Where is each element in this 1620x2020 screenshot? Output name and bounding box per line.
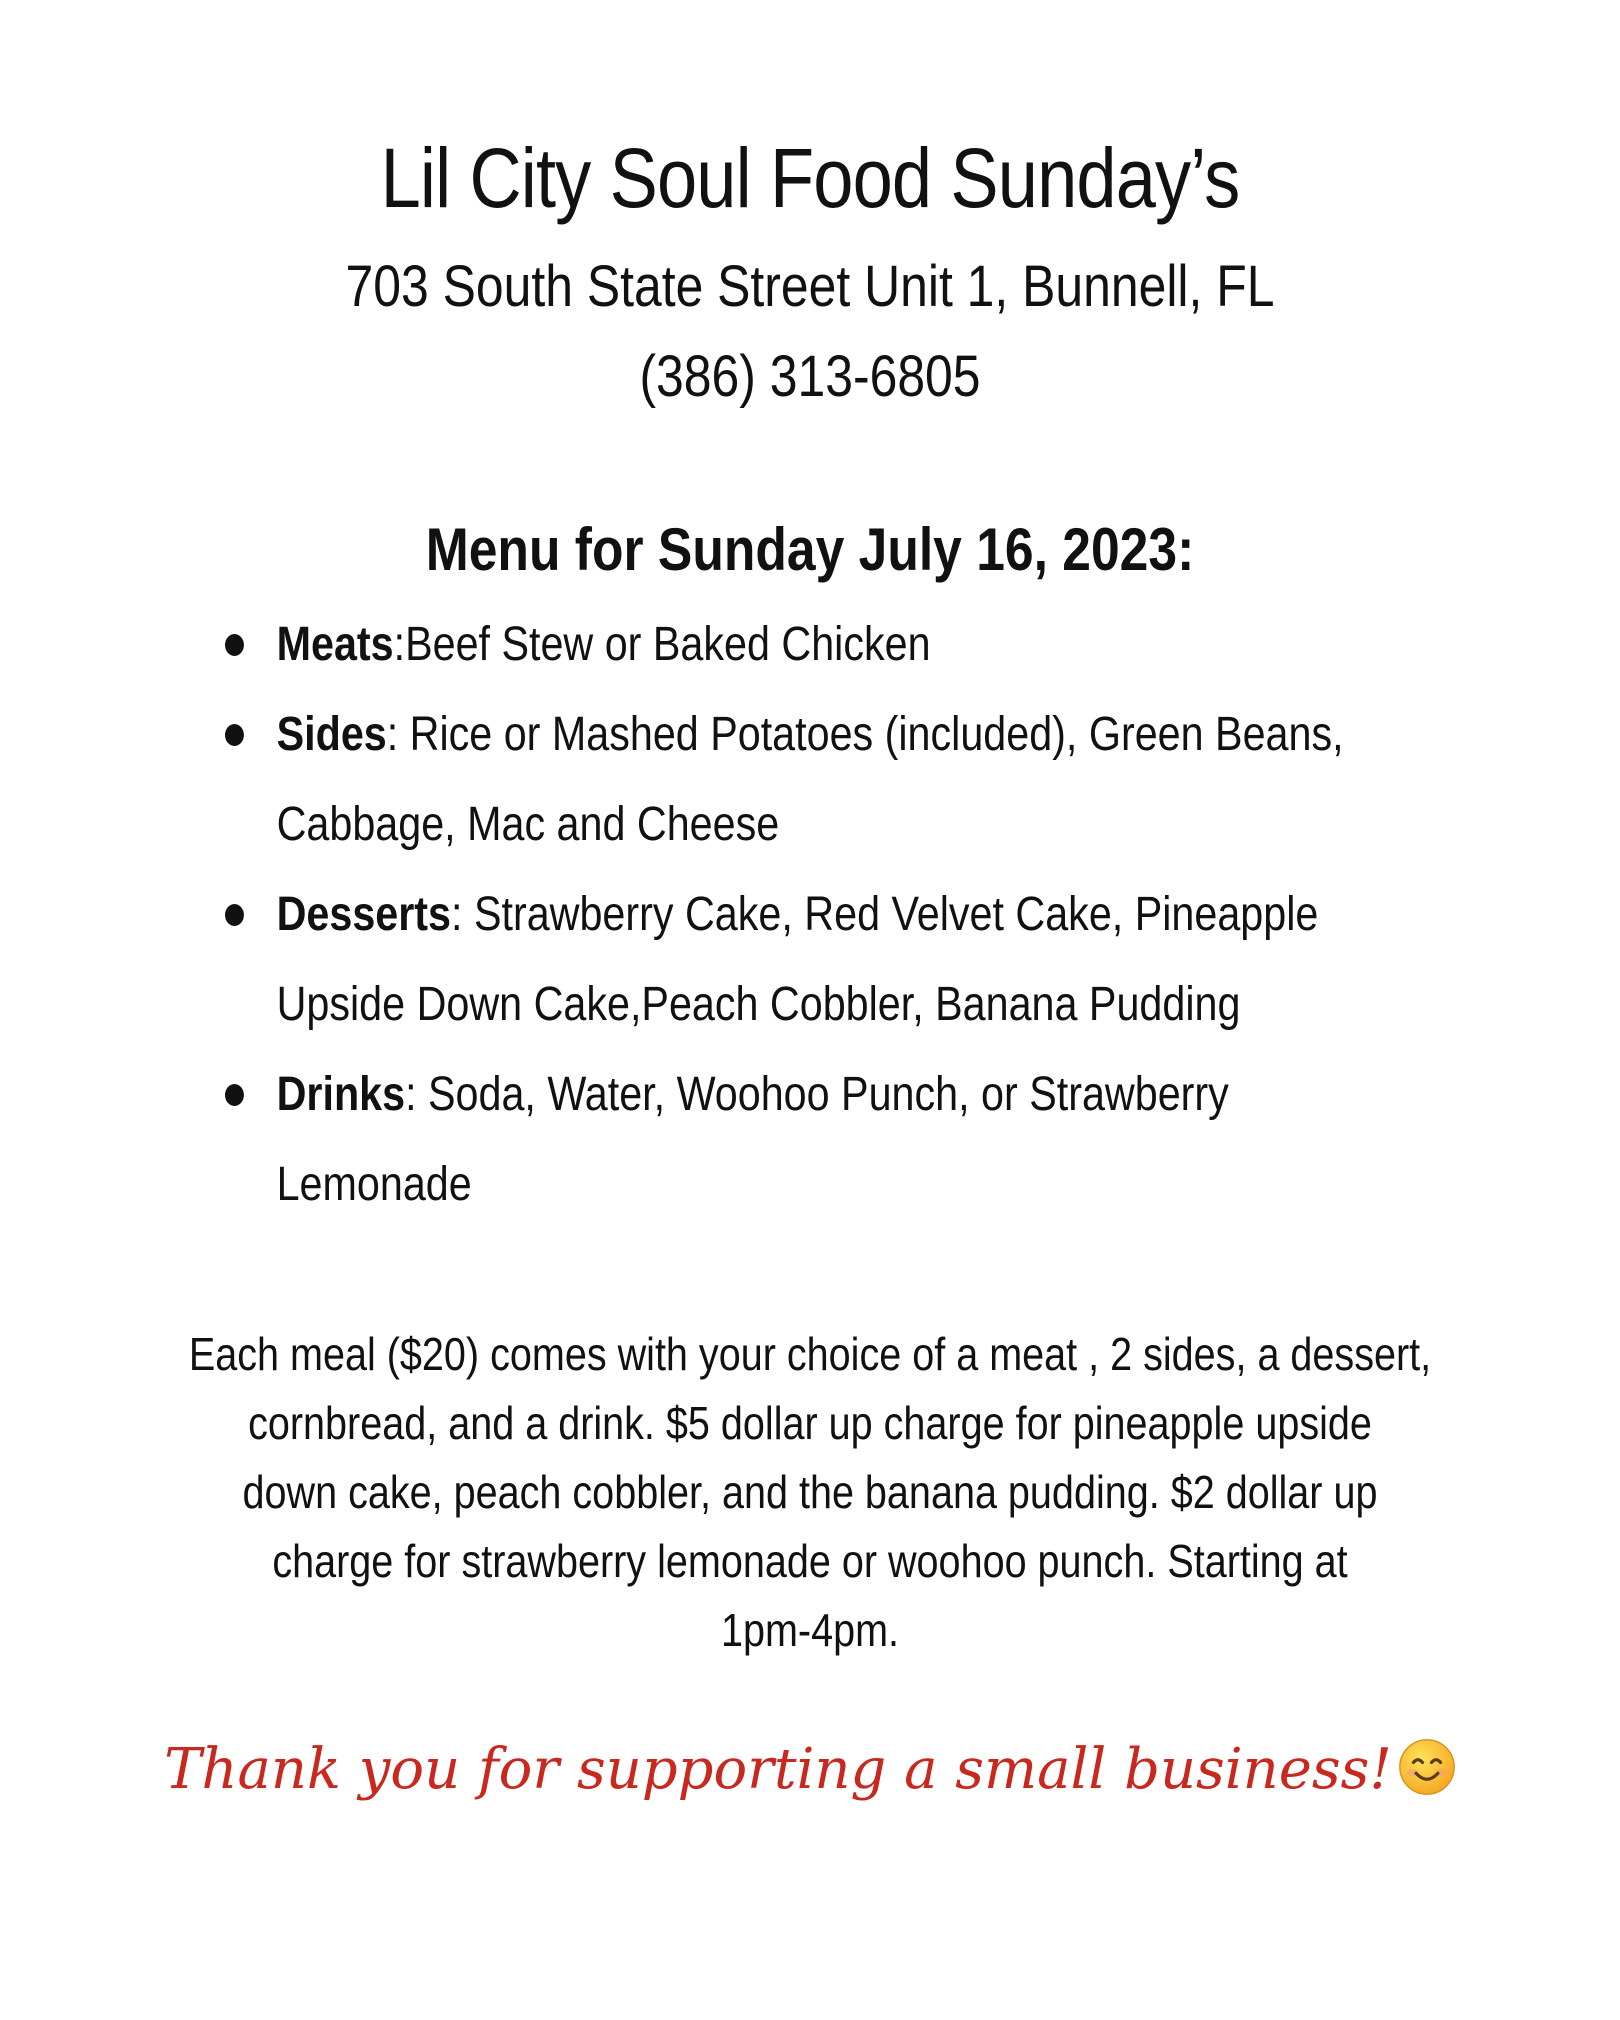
menu-item-separator: : (451, 888, 474, 941)
menu-item-drinks (225, 1050, 1420, 1230)
meal-details-line: 1pm-4pm. (720, 1604, 900, 1656)
bullet-icon (225, 904, 244, 926)
menu-item-separator: : (393, 618, 406, 671)
menu-item-separator: : (405, 1068, 429, 1121)
menu-item-separator: : (386, 708, 410, 761)
menu-item-label: Sides (276, 708, 387, 761)
smiling-face-icon (1398, 1738, 1456, 1796)
menu-item-label: Meats (276, 618, 394, 671)
menu-item-text: Rice or Mashed Potatoes (included), Green Beans, (409, 708, 1344, 761)
menu-item-text-continued: Upside Down Cake,Peach Cobbler, Banana Pudding (276, 978, 1241, 1031)
meal-details-line: down cake, peach cobbler, and the banana pudding. $2 dollar up (242, 1466, 1378, 1518)
menu-item-sides (225, 690, 1420, 870)
business-name: Lil City Soul Food Sunday’s (380, 131, 1240, 225)
meal-details (0, 1320, 1620, 1665)
menu-item-label: Desserts (276, 888, 452, 941)
menu-item-text: Beef Stew or Baked Chicken (405, 618, 931, 671)
business-phone: (386) 313-6805 (639, 344, 981, 409)
menu-item-text-continued: Cabbage, Mac and Cheese (276, 798, 780, 851)
bullet-icon (225, 724, 244, 746)
meal-details-line: cornbread, and a drink. $5 dollar up charge for pineapple upside (248, 1397, 1372, 1449)
menu-item-desserts (225, 870, 1420, 1050)
thank-you-text: Thank you for supporting a small business! (164, 1737, 1392, 1802)
bullet-icon (225, 1084, 244, 1106)
bullet-icon (225, 634, 244, 656)
thank-you-message (0, 1730, 1620, 1810)
menu-item-label: Drinks (276, 1068, 406, 1121)
menu-item-meats (225, 600, 1420, 690)
meal-details-line: Each meal ($20) comes with your choice of a meat , 2 sides, a dessert, (188, 1328, 1432, 1380)
menu-heading: Menu for Sunday July 16, 2023: (425, 516, 1195, 583)
menu-item-text: Strawberry Cake, Red Velvet Cake, Pineapple (473, 888, 1319, 941)
menu-item-text-continued: Lemonade (276, 1158, 472, 1211)
menu-item-text: Soda, Water, Woohoo Punch, or Strawberry (428, 1068, 1229, 1121)
business-address: 703 South State Street Unit 1, Bunnell, FL (345, 254, 1275, 319)
menu-list (225, 600, 1425, 1230)
meal-details-line: charge for strawberry lemonade or woohoo punch. Starting at (272, 1535, 1348, 1587)
